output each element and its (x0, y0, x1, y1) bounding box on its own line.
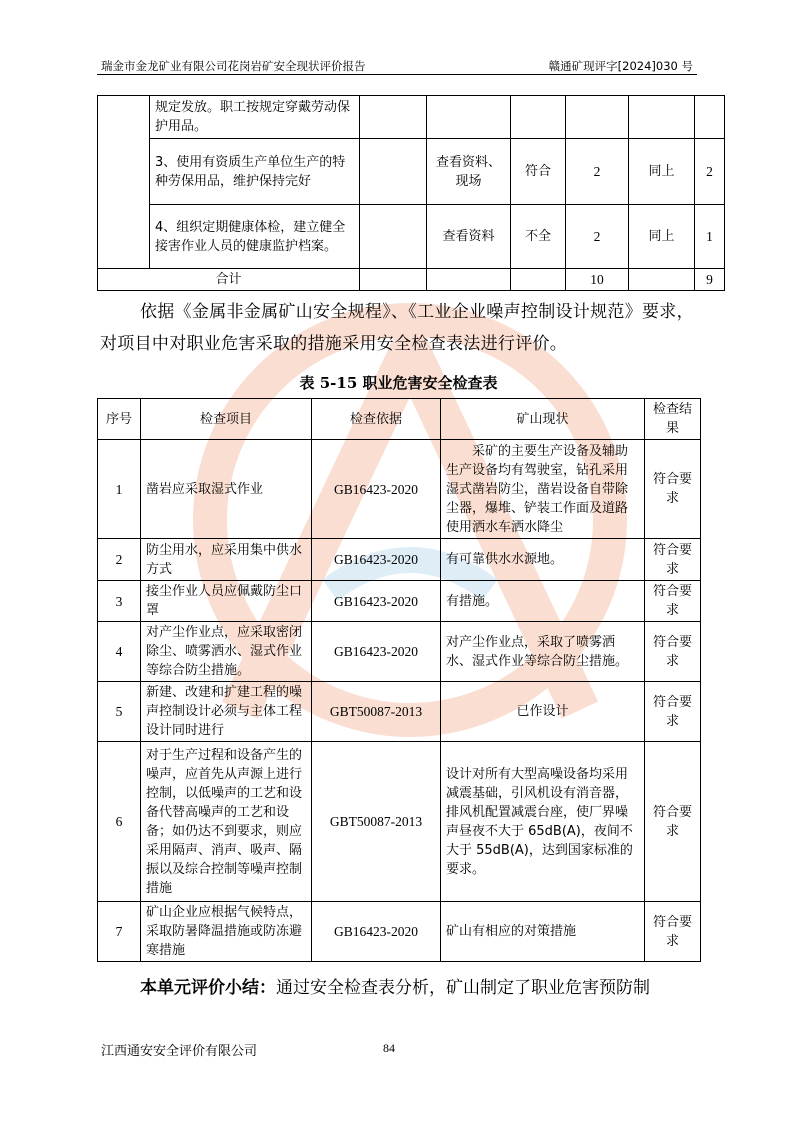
prev-standard-cell: 2 (566, 139, 629, 205)
prev-item-cell: 规定发放。职工按规定穿戴劳动保护用品。 (150, 96, 360, 139)
col-header-status: 矿山现状 (441, 399, 645, 440)
table-row (98, 139, 725, 205)
table-row (98, 205, 725, 269)
footer-company: 江西通安安全评价有限公司 (101, 1044, 258, 1059)
col-header-item: 检查项目 (141, 399, 312, 440)
total-standard: 10 (566, 269, 629, 291)
page-header (97, 56, 697, 75)
summary-paragraph (100, 972, 696, 1004)
col-header-result: 检查结果 (645, 399, 701, 440)
prev-standard-cell: 2 (566, 205, 629, 269)
table-row: 1 凿岩应采取湿式作业 GB16423-2020 采矿的主要生产设备及辅助生产设备均有驾驶室，钻孔采用湿式凿岩防尘，凿岩设备自带除尘器，爆堆、铲装工作面及道路使用洒水车洒水降尘 符合要求 (98, 440, 701, 539)
table-row: 3 接尘作业人员应佩戴防尘口罩 GB16423-2020 有措施。 符合要求 (98, 581, 701, 622)
table-row: 6 对于生产过程和设备产生的噪声，应首先从声源上进行控制，以低噪声的工艺和设备代替高噪声的工艺和设备；如仍达不到要求，则应采用隔声、消声、吸声、隔振以及综合控制等噪声控制措施 GBT50087-2013 设计对所有大型高噪设备均采用减震基础，引风机设有消音器，排风机配置减震台座，使厂界噪声昼夜不大于 65dB(A)，夜间不大于 55dB(A)，达到国家标准的要求。 符合要求 (98, 742, 701, 902)
intro-paragraph: 依据《金属非金属矿山安全规程》、《工业企业噪声控制设计规范》要求，对项目中对职业危害采取的措施采用安全检查表法进行评价。 (100, 302, 694, 354)
table-row (98, 96, 725, 139)
table-row: 5 新建、改建和扩建工程的噪声控制设计必须与主体工程设计同时进行 GBT50087-2013 已作设计 符合要求 (98, 682, 701, 742)
prev-remark-cell: 同上 (629, 139, 695, 205)
prev-score-cell: 1 (695, 205, 725, 269)
prev-method-cell: 查看资料、现场 (427, 139, 511, 205)
prev-remark-cell: 同上 (629, 205, 695, 269)
page-number: 84 (383, 1041, 395, 1055)
col-header-basis: 检查依据 (312, 399, 441, 440)
total-label: 合计 (98, 269, 360, 291)
col-header-no: 序号 (98, 399, 141, 440)
prev-score-cell: 2 (695, 139, 725, 205)
prev-table (97, 95, 725, 291)
prev-item-cell: 4、组织定期健康体检，建立健全接害作业人员的健康监护档案。 (150, 205, 360, 269)
total-score: 9 (695, 269, 725, 291)
table-row: 2 防尘用水，应采用集中供水方式 GB16423-2020 有可靠供水水源地。 符合要求 (98, 539, 701, 581)
table-total-row (98, 269, 725, 291)
prev-result-cell: 不全 (511, 205, 566, 269)
prev-item-cell: 3、使用有资质生产单位生产的特种劳保用品，维护保持完好 (150, 139, 360, 205)
summary-text: 通过安全检查表分析，矿山制定了职业危害预防制 (276, 978, 650, 998)
prev-result-cell: 符合 (511, 139, 566, 205)
header-report-title: 瑞金市金龙矿业有限公司花岗岩矿安全现状评价报告 (101, 59, 366, 73)
table-caption: 表 5-15 职业危害安全检查表 (299, 374, 498, 392)
table-row: 4 对产尘作业点，应采取密闭除尘、喷雾洒水、湿式作业等综合防尘措施。 GB16423-2020 对产尘作业点，采取了喷雾洒水、湿式作业等综合防尘措施。 符合要求 (98, 622, 701, 682)
check-table (97, 398, 701, 962)
table-header-row (98, 399, 701, 440)
prev-method-cell: 查看资料 (427, 205, 511, 269)
header-report-number: 赣通矿现评字[2024]030 号 (548, 59, 693, 73)
table-row: 7 矿山企业应根据气候特点，采取防暑降温措施或防冻避寒措施 GB16423-2020 矿山有相应的对策措施 符合要求 (98, 902, 701, 962)
summary-label: 本单元评价小结： (140, 978, 276, 998)
